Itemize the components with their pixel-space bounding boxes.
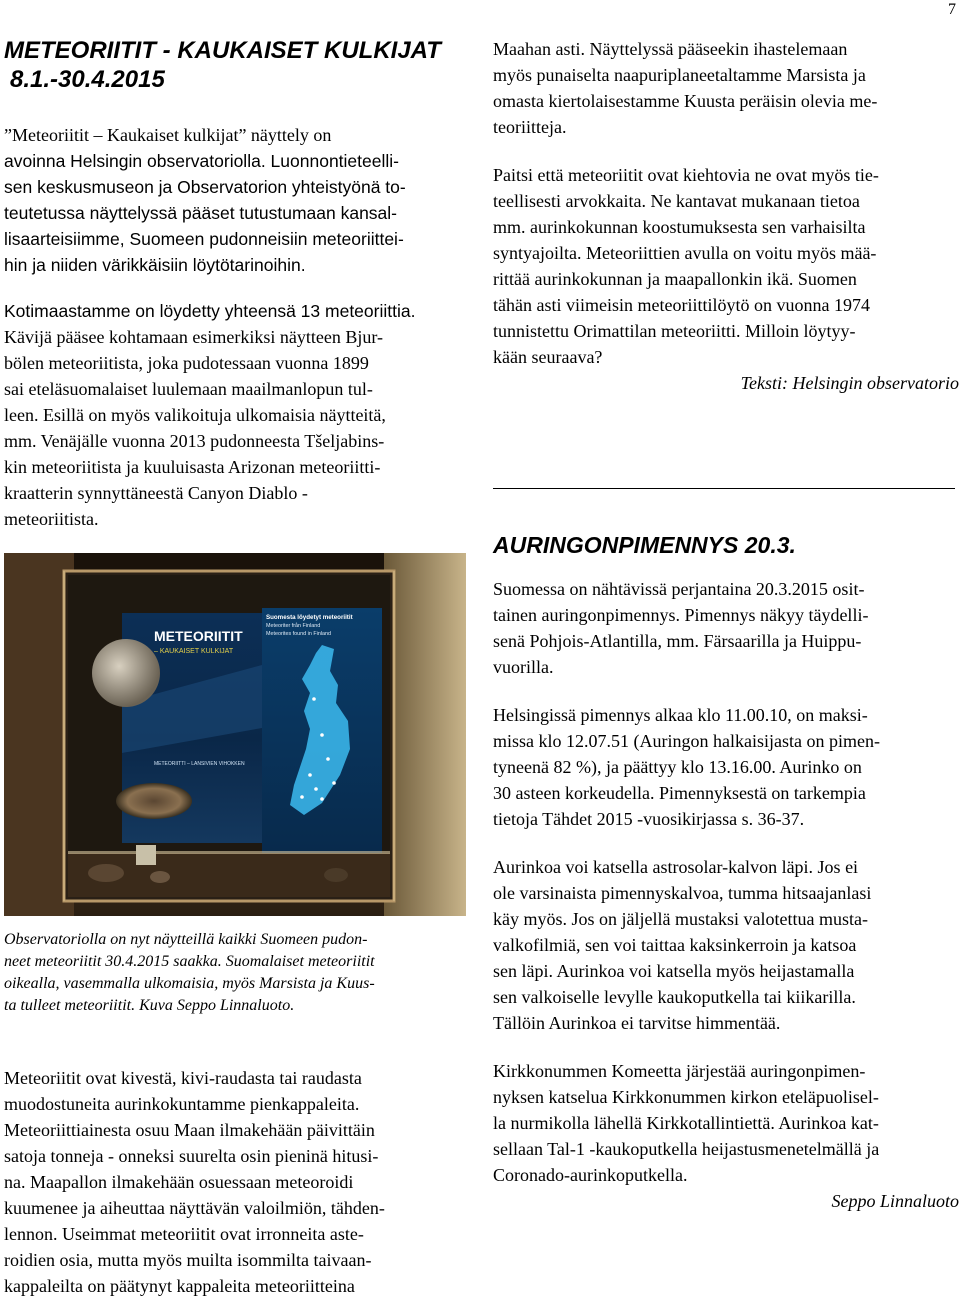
text-line: Suomessa on nähtävissä perjantaina 20.3.2015 osit- [493, 579, 865, 599]
text-line: ”Meteoriitit – Kaukaiset kulkijat” näyttely on [4, 125, 332, 145]
text-line: kin meteoriitista ja kuuluisasta Arizonan meteoriitti- [4, 457, 381, 477]
text-line: omasta kiertolaisestamme Kuusta peräisin olevia me- [493, 91, 878, 111]
text-line: Aurinkoa voi katsella astrosolar-kalvon läpi. Jos ei [493, 857, 859, 877]
text-line: teutetussa näyttelyssä pääset tutustumaan kansal- [4, 203, 398, 223]
text-line: ole varsinaista pimennyskalvoa, tumma hitsaajanlasi [493, 883, 872, 903]
article-credit: Teksti: Helsingin observatorio [740, 373, 959, 393]
text-line: bölen meteoriitista, joka pudotessaan vuonna 1899 [4, 353, 369, 373]
text-line: kappaleilta on päätynyt kappaleita meteoriitteina [4, 1276, 355, 1296]
text-line: kuumenee ja aiheuttaa näyttävän valoilmiön, tähden- [4, 1198, 385, 1218]
text-line: tainen auringonpimennys. Pimennys näkyy täydelli- [493, 605, 869, 625]
title-line: METEORIITIT - KAUKAISET KULKIJAT [4, 37, 441, 64]
section-divider [493, 488, 955, 489]
text-line: Helsingissä pimennys alkaa klo 11.00.10, on maksi- [493, 705, 868, 725]
text-line: roidien osia, mutta myös muilta isommilta taivaan- [4, 1250, 372, 1270]
article-title [4, 36, 466, 94]
author-signature: Seppo Linnaluoto [831, 1191, 959, 1211]
panel-subtitle: – KAUKAISET KULKIJAT [154, 648, 234, 655]
text-line: Paitsi että meteoriitit ovat kiehtovia ne ovat myös tie- [493, 165, 879, 185]
panel-lower-text: METEORIITTI – LANSIVIEN VIHOKKEN [154, 761, 245, 767]
meteorite-composition-paragraph [4, 1065, 466, 1299]
text-line: tietoja Tähdet 2015 -vuosikirjassa s. 36-37. [493, 809, 805, 829]
caption-line: Observatoriolla on nyt näytteillä kaikki Suomeen pudon- [4, 931, 368, 948]
text-line: Tällöin Aurinkoa ei tarvitse himmentää. [493, 1013, 781, 1033]
text-line: hin ja niiden värikkäisiin löytötarinoihin. [4, 255, 306, 275]
photo-caption [4, 929, 466, 1017]
eclipse-title: AURINGONPIMENNYS 20.3. [493, 532, 796, 558]
text-line: satoja tonneja - onneksi suurelta osin pieninä hitusi- [4, 1146, 379, 1166]
text-line: myös punaiselta naapuriplaneetaltamme Marsista ja [493, 65, 866, 85]
text-line: Coronado-aurinkoputkella. [493, 1165, 688, 1185]
text-line: avoinna Helsingin observatoriolla. Luonnontieteelli- [4, 151, 399, 171]
text-line: vuorilla. [493, 657, 554, 677]
right-column [493, 36, 959, 1214]
text-line: Kirkkonummen Komeetta järjestää auringonpimen- [493, 1061, 866, 1081]
map-title-en: Meteorites found in Finland [266, 631, 332, 637]
text-line: kraatterin synnyttäneestä Canyon Diablo - [4, 483, 308, 503]
text-line: mm. aurinkokunnan koostumuksesta sen varhaisilta [493, 217, 866, 237]
text-line: la nurmikolla lähellä Kirkkotallintiettä. Aurinkoa kat- [493, 1113, 879, 1133]
page-number: 7 [948, 1, 956, 18]
text-line: sen läpi. Aurinkoa voi katsella myös heijastamalla [493, 961, 855, 981]
eclipse-times-paragraph [493, 702, 959, 832]
text-line: muodostuneita aurinkokuntamme pienkappaleita. [4, 1094, 360, 1114]
text-line: 30 asteen korkeudella. Pimennyksestä on tarkempia [493, 783, 866, 803]
scientific-value-paragraph [493, 162, 959, 370]
finnish-meteorites-paragraph-cont [4, 324, 466, 532]
text-line: Meteoriittiainesta osuu Maan ilmakehään päivittäin [4, 1120, 375, 1140]
caption-line: neet meteoriitit 30.4.2015 saakka. Suomalaiset meteoriitit [4, 953, 375, 970]
finnish-meteorites-paragraph [4, 298, 466, 324]
event-paragraph [493, 1058, 959, 1188]
map-title-sv: Meteoriter från Finland [266, 623, 321, 629]
title-dates: 8.1.-30.4.2015 [10, 66, 165, 93]
text-line: sai eteläsuomalaiset luulemaan maailmanlopun tul- [4, 379, 373, 399]
text-line: Maahan asti. Näyttelyssä pääseekin ihastelemaan [493, 39, 848, 59]
left-column [4, 36, 466, 532]
continued-paragraph [493, 36, 959, 140]
text-line: teoriitteja. [493, 117, 567, 137]
text-line: teellisesti arvokkaita. Ne kantavat mukanaan tietoa [493, 191, 860, 211]
text-line: Meteoriitit ovat kivestä, kivi-raudasta tai raudasta [4, 1068, 362, 1088]
text-line: lennon. Useimmat meteoriitit ovat irronneita aste- [4, 1224, 364, 1244]
text-line: rittää aurinkokunnan ja maapallonkin ikä. Suomen [493, 269, 857, 289]
text-line: käy myös. Jos on jäljellä mustaksi valotettua musta- [493, 909, 868, 929]
map-title-fi: Suomesta löydetyt meteoriitit [266, 614, 353, 621]
text-line: senä Pohjois-Atlantilla, mm. Färsaarilla ja Huippu- [493, 631, 862, 651]
text-line: nyksen katselua Kirkkonummen kirkon eteläpuolisel- [493, 1087, 879, 1107]
text-line: syntyajoilta. Meteoriittien avulla on voitu myös mää- [493, 243, 877, 263]
text-line: meteoriitista. [4, 509, 99, 529]
intro-paragraph-cont [4, 148, 466, 278]
text-line: valkofilmiä, sen voi taittaa kaksinkerroin ja katsoa [493, 935, 857, 955]
viewing-safety-paragraph [493, 854, 959, 1036]
caption-line: oikealla, vasemmalla ulkomaisia, myös Marsista ja Kuus- [4, 975, 375, 992]
text-line: sellaan Tal-1 -kaukoputkella heijastusmenetelmällä ja [493, 1139, 880, 1159]
text-line: kään seuraava? [493, 347, 603, 367]
text-line: leen. Esillä on myös valikoituja ulkomaisia näytteitä, [4, 405, 386, 425]
text-line: tunnistettu Orimattilan meteoriitti. Milloin löytyy- [493, 321, 856, 341]
text-line: Kotimaastamme on löydetty yhteensä 13 meteoriittia. [4, 301, 416, 321]
exhibition-photo [4, 553, 466, 916]
text-line: sen valkoiselle levylle kaukoputkella tai kiikarilla. [493, 987, 856, 1007]
left-column-lower [4, 929, 466, 1299]
text-line: missa klo 12.07.51 (Auringon halkaisijasta on pimen- [493, 731, 880, 751]
panel-title: METEORIITIT [154, 628, 243, 644]
eclipse-intro-paragraph [493, 576, 959, 680]
intro-paragraph [4, 122, 466, 148]
caption-line: ta tulleet meteoriitit. Kuva Seppo Linnaluoto. [4, 997, 295, 1014]
text-line: tyneenä 82 %), ja päättyy klo 13.16.00. Aurinko on [493, 757, 862, 777]
text-line: tähän asti viimeisin meteoriittilöytö on vuonna 1974 [493, 295, 870, 315]
text-line: sen keskusmuseon ja Observatorion yhteistyönä to- [4, 177, 406, 197]
text-line: Kävijä pääsee kohtamaan esimerkiksi näytteen Bjur- [4, 327, 384, 347]
text-line: lisaarteisiimme, Suomeen pudonneisiin meteoriittei- [4, 229, 404, 249]
text-line: mm. Venäjälle vuonna 2013 pudonneesta Tšeljabins- [4, 431, 385, 451]
text-line: na. Maapallon ilmakehään osuessaan meteoroidi [4, 1172, 354, 1192]
